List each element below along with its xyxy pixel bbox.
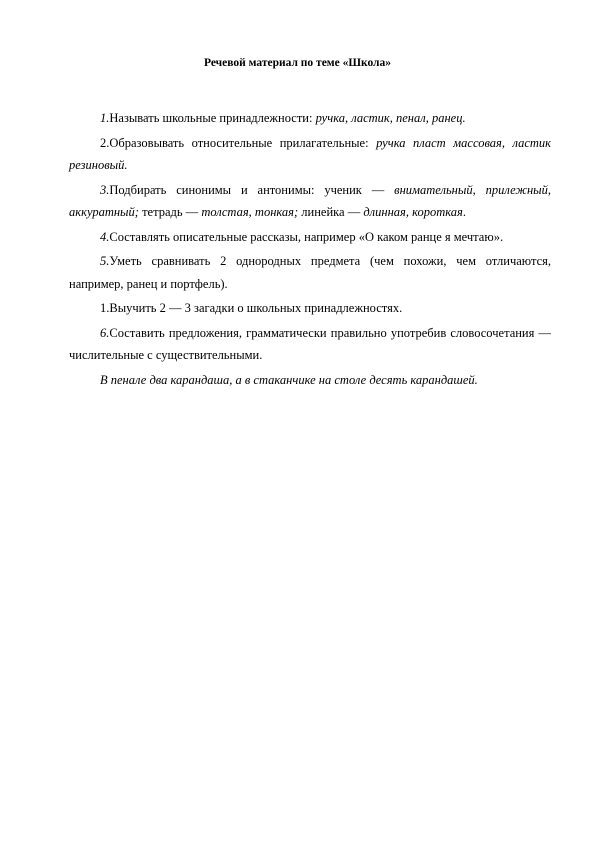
example-text: длинная, короткая bbox=[363, 205, 463, 219]
paragraph-4 bbox=[69, 226, 551, 249]
example-text: толстая, тонкая; bbox=[201, 205, 299, 219]
item-number: 6. bbox=[100, 325, 110, 340]
example-text: ручка пласт массовая, ластик резиновый. bbox=[69, 135, 552, 172]
paragraph-7 bbox=[69, 322, 551, 367]
paragraph-6 bbox=[69, 297, 551, 320]
paragraph-3 bbox=[69, 179, 551, 224]
paragraph-text: . bbox=[462, 205, 466, 219]
paragraph-text: Называть школьные принадлежности: bbox=[109, 111, 316, 125]
item-number: 2. bbox=[100, 135, 110, 150]
paragraph-2 bbox=[69, 132, 551, 177]
paragraph-text: линейка — bbox=[298, 205, 364, 219]
paragraph-text: 1.Выучить 2 — 3 загадки о школьных принадлежностях. bbox=[100, 301, 403, 315]
paragraph-text: Подбирать синонимы и антонимы: ученик — bbox=[109, 182, 395, 197]
paragraph-text: тетрадь — bbox=[138, 205, 202, 219]
paragraph-text: Составлять описательные рассказы, например «О каком ранце я мечтаю». bbox=[109, 229, 504, 244]
paragraph-text: Уметь сравнивать 2 однородных предмета (чем похожи, чем отличаются, например, ранец и портфель). bbox=[69, 254, 551, 291]
document-body bbox=[69, 107, 551, 393]
example-text: ручка, ластик, пенал, ранец. bbox=[315, 111, 466, 125]
item-number: 3. bbox=[100, 182, 110, 197]
example-text: В пенале два карандаша, а в стаканчике на столе десять карандашей. bbox=[100, 372, 478, 387]
item-number: 1. bbox=[100, 111, 110, 125]
paragraph-8 bbox=[69, 369, 551, 392]
document-title: Речевой материал по теме «Школа» bbox=[203, 57, 392, 69]
paragraph-text: Образовывать относительные прилагательные: bbox=[109, 135, 377, 150]
item-number: 4. bbox=[100, 229, 110, 244]
paragraph-text: Составить предложения, грамматически правильно употребив словосочетания — числительные с существительными. bbox=[69, 325, 551, 362]
paragraph-1 bbox=[69, 107, 551, 130]
paragraph-5 bbox=[69, 250, 551, 295]
item-number: 5. bbox=[100, 254, 110, 268]
example-text: внимательный, прилежный, аккуратный; bbox=[69, 182, 551, 219]
